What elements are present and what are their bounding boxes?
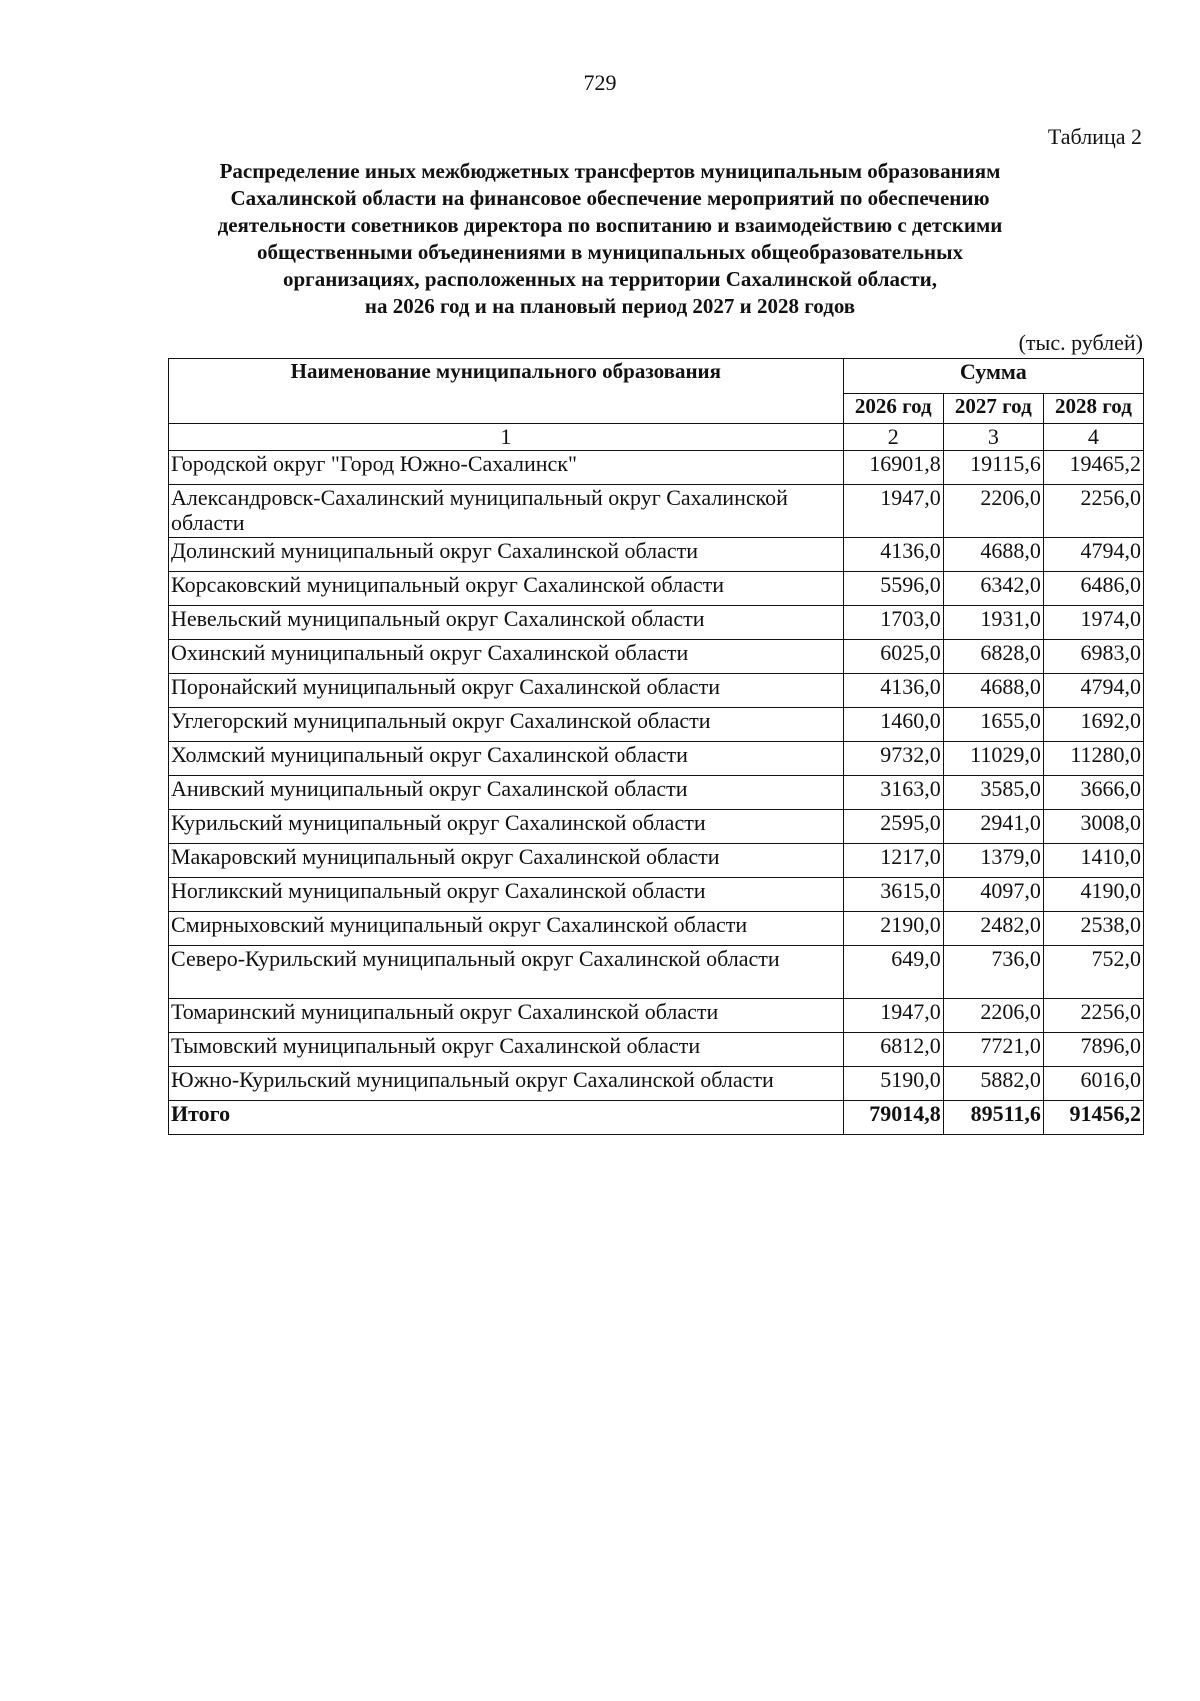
value-2028: 3666,0 <box>1043 776 1143 810</box>
page-number: 729 <box>583 70 617 95</box>
total-2028: 91456,2 <box>1043 1101 1143 1135</box>
table-row <box>169 538 1144 572</box>
municipality-name: Долинский муниципальный округ Сахалинской области <box>169 538 844 572</box>
value-2028: 6983,0 <box>1043 640 1143 674</box>
value-2026: 4136,0 <box>843 538 943 572</box>
value-2027: 1655,0 <box>943 708 1043 742</box>
table-row <box>169 640 1144 674</box>
header-year-2026: 2026 год <box>843 393 943 423</box>
value-2028: 1692,0 <box>1043 708 1143 742</box>
value-2027: 4688,0 <box>943 674 1043 708</box>
header-sum: Сумма <box>843 359 1143 394</box>
value-2027: 2206,0 <box>943 999 1043 1033</box>
value-2028: 752,0 <box>1043 946 1143 999</box>
value-2028: 6016,0 <box>1043 1067 1143 1101</box>
municipality-name: Южно-Курильский муниципальный округ Сахалинской области <box>169 1067 844 1101</box>
value-2027: 3585,0 <box>943 776 1043 810</box>
municipality-name: Холмский муниципальный округ Сахалинской области <box>169 742 844 776</box>
value-2027: 4097,0 <box>943 878 1043 912</box>
municipality-name: Охинский муниципальный округ Сахалинской области <box>169 640 844 674</box>
value-2026: 9732,0 <box>843 742 943 776</box>
table-row <box>169 844 1144 878</box>
value-2028: 6486,0 <box>1043 572 1143 606</box>
value-2027: 19115,6 <box>943 451 1043 485</box>
municipality-name: Томаринский муниципальный округ Сахалинской области <box>169 999 844 1033</box>
title-line: общественными объединениями в муниципальных общеобразовательных <box>256 240 964 264</box>
table-row <box>169 674 1144 708</box>
title-line: организациях, расположенных на территории Сахалинской области, <box>282 267 937 291</box>
value-2027: 2482,0 <box>943 912 1043 946</box>
table-title <box>175 158 1045 320</box>
value-2026: 1703,0 <box>843 606 943 640</box>
value-2026: 1217,0 <box>843 844 943 878</box>
value-2026: 649,0 <box>843 946 943 999</box>
column-number: 3 <box>943 424 1043 451</box>
municipality-name: Северо-Курильский муниципальный округ Сахалинской области <box>169 946 844 999</box>
value-2028: 2256,0 <box>1043 485 1143 538</box>
value-2026: 2190,0 <box>843 912 943 946</box>
municipality-name: Углегорский муниципальный округ Сахалинской области <box>169 708 844 742</box>
table-row <box>169 810 1144 844</box>
value-2028: 1410,0 <box>1043 844 1143 878</box>
title-line: Сахалинской области на финансовое обеспечение мероприятий по обеспечению <box>230 186 990 210</box>
value-2027: 736,0 <box>943 946 1043 999</box>
value-2026: 3615,0 <box>843 878 943 912</box>
value-2028: 1974,0 <box>1043 606 1143 640</box>
table-row <box>169 606 1144 640</box>
value-2027: 6342,0 <box>943 572 1043 606</box>
value-2026: 3163,0 <box>843 776 943 810</box>
column-number: 2 <box>843 424 943 451</box>
header-name-column: Наименование муниципального образования <box>169 359 844 424</box>
header-year-2027: 2027 год <box>943 393 1043 423</box>
value-2026: 5190,0 <box>843 1067 943 1101</box>
transfers-table <box>168 358 1144 1135</box>
municipality-name: Тымовский муниципальный округ Сахалинской области <box>169 1033 844 1067</box>
table-row <box>169 946 1144 999</box>
title-line: на 2026 год и на плановый период 2027 и 2028 годов <box>364 294 856 318</box>
value-2026: 5596,0 <box>843 572 943 606</box>
table-row <box>169 999 1144 1033</box>
municipality-name: Корсаковский муниципальный округ Сахалинской области <box>169 572 844 606</box>
value-2027: 6828,0 <box>943 640 1043 674</box>
total-2027: 89511,6 <box>943 1101 1043 1135</box>
table-row <box>169 776 1144 810</box>
municipality-name: Городской округ "Город Южно-Сахалинск" <box>169 451 844 485</box>
table-row <box>169 1067 1144 1101</box>
value-2027: 2206,0 <box>943 485 1043 538</box>
value-2027: 1379,0 <box>943 844 1043 878</box>
total-label: Итого <box>169 1101 844 1135</box>
value-2028: 19465,2 <box>1043 451 1143 485</box>
municipality-name: Поронайский муниципальный округ Сахалинской области <box>169 674 844 708</box>
units-label: (тыс. рублей) <box>1018 330 1143 355</box>
municipality-name: Макаровский муниципальный округ Сахалинской области <box>169 844 844 878</box>
value-2028: 7896,0 <box>1043 1033 1143 1067</box>
table-label: Таблица 2 <box>1047 124 1142 149</box>
value-2027: 11029,0 <box>943 742 1043 776</box>
table-row <box>169 1033 1144 1067</box>
value-2026: 2595,0 <box>843 810 943 844</box>
value-2026: 16901,8 <box>843 451 943 485</box>
table-row <box>169 451 1144 485</box>
column-number: 1 <box>169 424 844 451</box>
header-year-2028: 2028 год <box>1043 393 1143 423</box>
value-2028: 11280,0 <box>1043 742 1143 776</box>
municipality-name: Невельский муниципальный округ Сахалинской области <box>169 606 844 640</box>
table-row <box>169 742 1144 776</box>
value-2027: 7721,0 <box>943 1033 1043 1067</box>
value-2028: 4794,0 <box>1043 538 1143 572</box>
value-2027: 2941,0 <box>943 810 1043 844</box>
table-body <box>169 451 1144 1101</box>
table-row <box>169 878 1144 912</box>
table-row <box>169 485 1144 538</box>
value-2028: 2538,0 <box>1043 912 1143 946</box>
value-2028: 3008,0 <box>1043 810 1143 844</box>
municipality-name: Ногликский муниципальный округ Сахалинской области <box>169 878 844 912</box>
value-2028: 4794,0 <box>1043 674 1143 708</box>
value-2027: 4688,0 <box>943 538 1043 572</box>
municipality-name: Анивский муниципальный округ Сахалинской области <box>169 776 844 810</box>
municipality-name: Смирныховский муниципальный округ Сахалинской области <box>169 912 844 946</box>
value-2027: 5882,0 <box>943 1067 1043 1101</box>
title-line: Распределение иных межбюджетных трансфертов муниципальным образованиям <box>219 159 1001 183</box>
column-number: 4 <box>1043 424 1143 451</box>
value-2026: 1947,0 <box>843 485 943 538</box>
total-row <box>169 1101 1144 1135</box>
municipality-name: Курильский муниципальный округ Сахалинской области <box>169 810 844 844</box>
value-2028: 4190,0 <box>1043 878 1143 912</box>
value-2026: 1460,0 <box>843 708 943 742</box>
municipality-name: Александровск-Сахалинский муниципальный округ Сахалинской области <box>169 485 844 538</box>
value-2027: 1931,0 <box>943 606 1043 640</box>
title-line: деятельности советников директора по воспитанию и взаимодействию с детскими <box>217 213 1003 237</box>
table-row <box>169 708 1144 742</box>
total-2026: 79014,8 <box>843 1101 943 1135</box>
value-2026: 6812,0 <box>843 1033 943 1067</box>
table-row <box>169 572 1144 606</box>
value-2026: 1947,0 <box>843 999 943 1033</box>
value-2026: 4136,0 <box>843 674 943 708</box>
table-row <box>169 912 1144 946</box>
value-2028: 2256,0 <box>1043 999 1143 1033</box>
value-2026: 6025,0 <box>843 640 943 674</box>
